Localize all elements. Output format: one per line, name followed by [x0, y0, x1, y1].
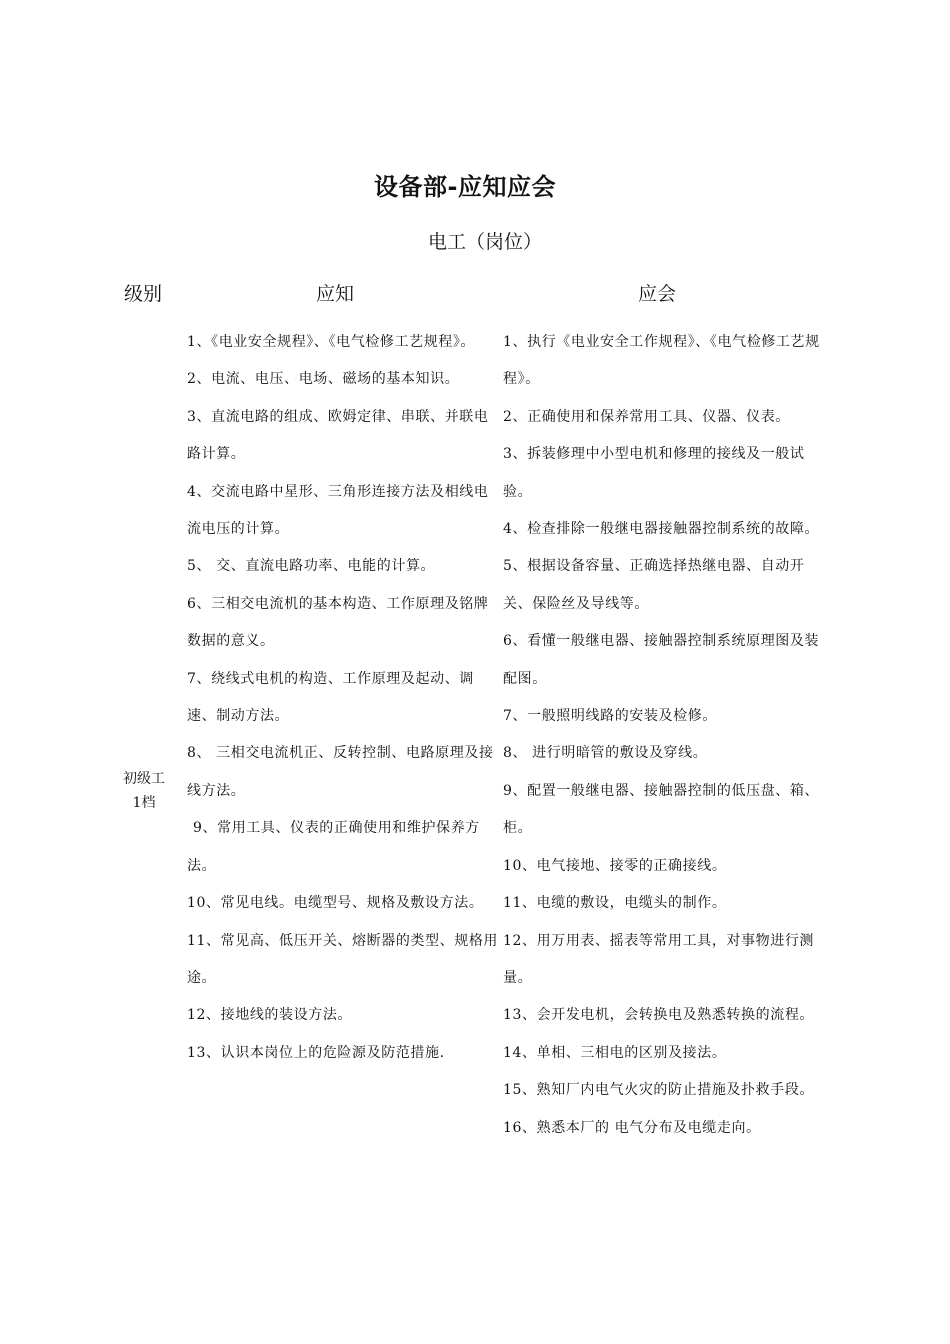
do-item: 12、用万用表、摇表等常用工具，对事物进行测量。 — [503, 932, 815, 986]
level-name: 初级工 — [123, 771, 165, 787]
know-list — [187, 324, 499, 1072]
know-item: 2、电流、电压、电场、磁场的基本知识。 — [187, 371, 460, 388]
level-grade: 1档 — [132, 795, 156, 811]
know-item: 6、三相交电流机的基本构造、工作原理及铭牌数据的意义。 — [187, 595, 489, 650]
know-item: 3、直流电路的组成、欧姆定律、串联、并联电路计算。 — [187, 408, 489, 463]
do-item: 15、熟知厂内电气火灾的防止措施及扑救手段。 — [503, 1082, 815, 1099]
know-item: 5、 交、直流电路功率、电能的计算。 — [187, 558, 436, 575]
do-item: 8、 进行明暗管的敷设及穿线。 — [503, 745, 708, 762]
know-item: 9、常用工具、仪表的正确使用和维护保养方法。 — [187, 820, 480, 874]
know-item: 7、绕线式电机的构造、工作原理及起动、调速、制动方法。 — [187, 670, 474, 725]
document-title: 设备部-应知应会 — [374, 173, 556, 201]
know-item: 11、常见高、低压开关、熔断器的类型、规格用途。 — [187, 932, 499, 986]
do-item: 11、电缆的敷设，电缆头的制作。 — [503, 895, 727, 912]
do-item: 5、根据设备容量、正确选择热继电器、自动开关、保险丝及导线等。 — [503, 558, 805, 612]
know-column-header: 应知 — [316, 283, 355, 305]
know-item: 4、交流电路中星形、三角形连接方法及相线电流电压的计算。 — [187, 483, 489, 538]
level-cell — [113, 767, 175, 815]
do-list — [503, 324, 821, 1147]
do-column-header: 应会 — [638, 283, 677, 305]
do-item: 1、执行《电业安全工作规程》、《电气检修工艺规程》。 — [503, 334, 820, 388]
do-item: 2、正确使用和保养常用工具、仪器、仪表。 — [503, 408, 790, 425]
do-item: 14、单相、三相电的区别及接法。 — [503, 1044, 727, 1061]
do-item: 13、会开发电机，会转换电及熟悉转换的流程。 — [503, 1007, 815, 1024]
do-item: 16、熟悉本厂的 电气分布及电缆走向。 — [503, 1119, 761, 1136]
level-column-header: 级别 — [124, 283, 163, 305]
do-item: 6、看懂一般继电器、接触器控制系统原理图及装配图。 — [503, 633, 820, 687]
know-item: 1、《电业安全规程》、《电气检修工艺规程》。 — [187, 334, 476, 350]
do-item: 10、电气接地、接零的正确接线。 — [503, 857, 727, 874]
know-item: 10、常见电线。电缆型号、规格及敷设方法。 — [187, 895, 484, 912]
do-item: 9、配置一般继电器、接触器控制的低压盘、箱、柜。 — [503, 782, 820, 837]
know-item: 13、认识本岗位上的危险源及防范措施. — [187, 1044, 445, 1061]
do-item: 7、一般照明线路的安装及检修。 — [503, 708, 717, 725]
know-item: 8、 三相交电流机正、反转控制、电路原理及接线方法。 — [187, 745, 494, 799]
do-item: 4、检查排除一般继电器接触器控制系统的故障。 — [503, 521, 820, 538]
do-item: 3、拆装修理中小型电机和修理的接线及一般试验。 — [503, 446, 805, 500]
position-subtitle: 电工（岗位） — [427, 231, 542, 253]
know-item: 12、接地线的装设方法。 — [187, 1007, 353, 1024]
